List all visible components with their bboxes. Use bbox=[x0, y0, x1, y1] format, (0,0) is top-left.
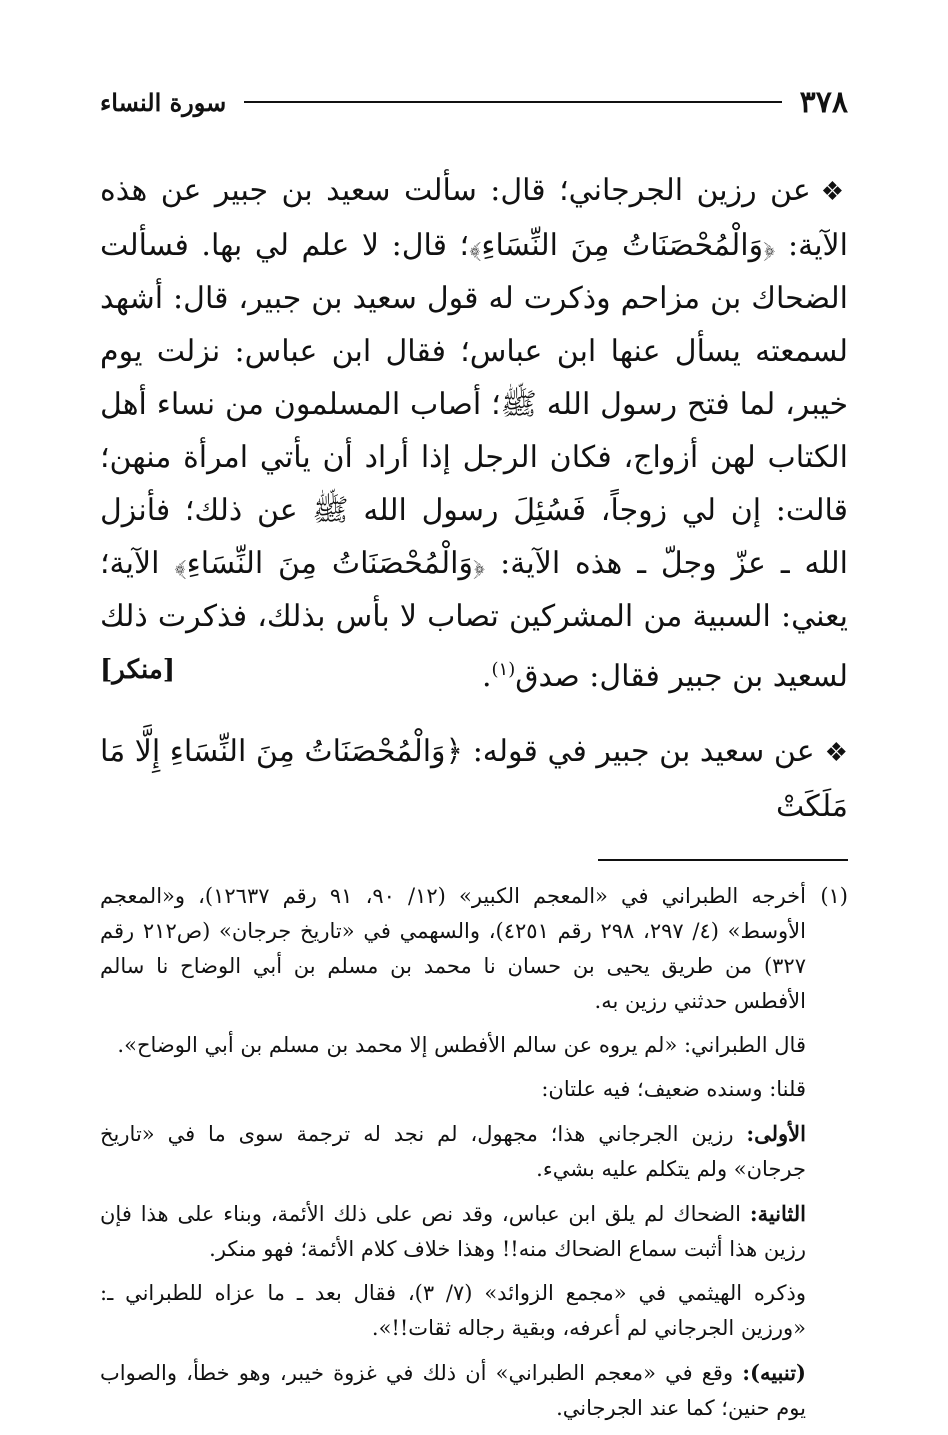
footnote-separator bbox=[598, 859, 848, 861]
footnote-reference[interactable]: (١) bbox=[491, 659, 516, 680]
running-title: سورة النساء bbox=[100, 87, 227, 117]
narration-text-2: عن سعيد بن جبير في قوله: ﴿وَالْمُحْصَنَاتُ مِنَ النِّسَاءِ إِلَّا مَا مَلَكَتْ bbox=[100, 734, 848, 824]
footnote-body bbox=[100, 879, 806, 1435]
footnote-haythami: وذكره الهيثمي في «مجمع الزوائد» (٧/ ٣)، فقال بعد ـ ما عزاه للطبراني ـ: «ورزين الجرجاني لم أعرفه، وبقية رجاله ثقات!!». bbox=[100, 1281, 806, 1340]
first-defect-text: رزين الجرجاني هذا؛ مجهول، لم نجد له ترجمة سوى ما في «تاريخ جرجان» ولم يتكلم عليه بشيء. bbox=[100, 1122, 806, 1181]
bullet-icon: ❖ bbox=[820, 177, 848, 207]
footnote-1 bbox=[100, 879, 848, 1435]
narration-text-1: عن رزين الجرجاني؛ قال: سألت سعيد بن جبير عن هذه الآية: ﴿وَالْمُحْصَنَاتُ مِنَ النِّسَاءِ﴾؛ قال: لا علم لي بها. فسألت الضحاك بن مزاحم وذكرت له قول سعيد بن جبير، قال: أشهد لسمعته يسأل عنها ابن عباس؛ فقال ابن عباس: نزلت يوم خيبر، لما فتح رسول الله ﷺ؛ أصاب المسلمون من نساء أهل الكتاب لهن أزواج، فكان الرجل إذا أراد أن يأتي امرأة منهن؛ قالت: إن لي زوجاً، فَسُئِلَ رسول الله ﷺ عن ذلك؛ فأنزل الله ـ عزّ وجلّ ـ هذه الآية: ﴿وَالْمُحْصَنَاتُ مِنَ النِّسَاءِ﴾ الآية؛ يعني: السبية من المشركين تصاب لا بأس بذلك، فذكرت ذلك لسعيد بن جبير فقال: صدق bbox=[100, 173, 848, 694]
note-text: وقع في «معجم الطبراني» أن ذلك في غزوة خيبر، وهو خطأ، والصواب يوم حنين؛ كما عند الجرجاني. bbox=[100, 1361, 806, 1420]
footnote-first-defect bbox=[100, 1116, 806, 1187]
grading-label: [منكر] bbox=[100, 655, 176, 685]
header-rule bbox=[244, 101, 781, 103]
footnote-verdict: قلنا: وسنده ضعيف؛ فيه علتان: bbox=[541, 1077, 806, 1101]
main-text bbox=[100, 164, 848, 833]
page-header bbox=[100, 80, 848, 124]
sentence-end: . bbox=[481, 659, 492, 694]
second-defect-text: الضحاك لم يلق ابن عباس، وقد نص على ذلك الأئمة، وبناء على هذا فإن رزين هذا أثبت سماع الضحاك منه!! وهذا خلاف كلام الأئمة؛ فهو منكر. bbox=[100, 1202, 806, 1261]
first-defect-label: الأولى: bbox=[746, 1121, 806, 1146]
footnote-note bbox=[100, 1355, 806, 1426]
note-label: (تنبيه): bbox=[742, 1360, 806, 1385]
page-number: ٣٧٨ bbox=[799, 84, 848, 120]
footnote-tabarani-quote: قال الطبراني: «لم يروه عن سالم الأفطس إلا محمد بن مسلم بن أبي الوضاح». bbox=[117, 1033, 806, 1057]
narration-paragraph-1 bbox=[100, 164, 848, 703]
footnote-second-defect bbox=[100, 1196, 806, 1267]
second-defect-label: الثانية: bbox=[749, 1201, 806, 1226]
bullet-icon: ❖ bbox=[824, 738, 848, 768]
footnotes bbox=[100, 879, 848, 1435]
footnote-marker: (١) bbox=[820, 884, 848, 908]
footnote-source: أخرجه الطبراني في «المعجم الكبير» (١٢/ ٩٠، ٩١ رقم ١٢٦٣٧)، و«المعجم الأوسط» (٤/ ٢٩٧، ٢٩٨ رقم ٤٢٥١)، والسهمي في «تاريخ جرجان» (ص٢١٢ رقم ٣٢٧) من طريق يحيى بن حسان نا محمد بن مسلم بن أبي الوضاح نا سالم الأفطس حدثني رزين به. bbox=[100, 884, 806, 1013]
narration-paragraph-2 bbox=[100, 725, 848, 833]
